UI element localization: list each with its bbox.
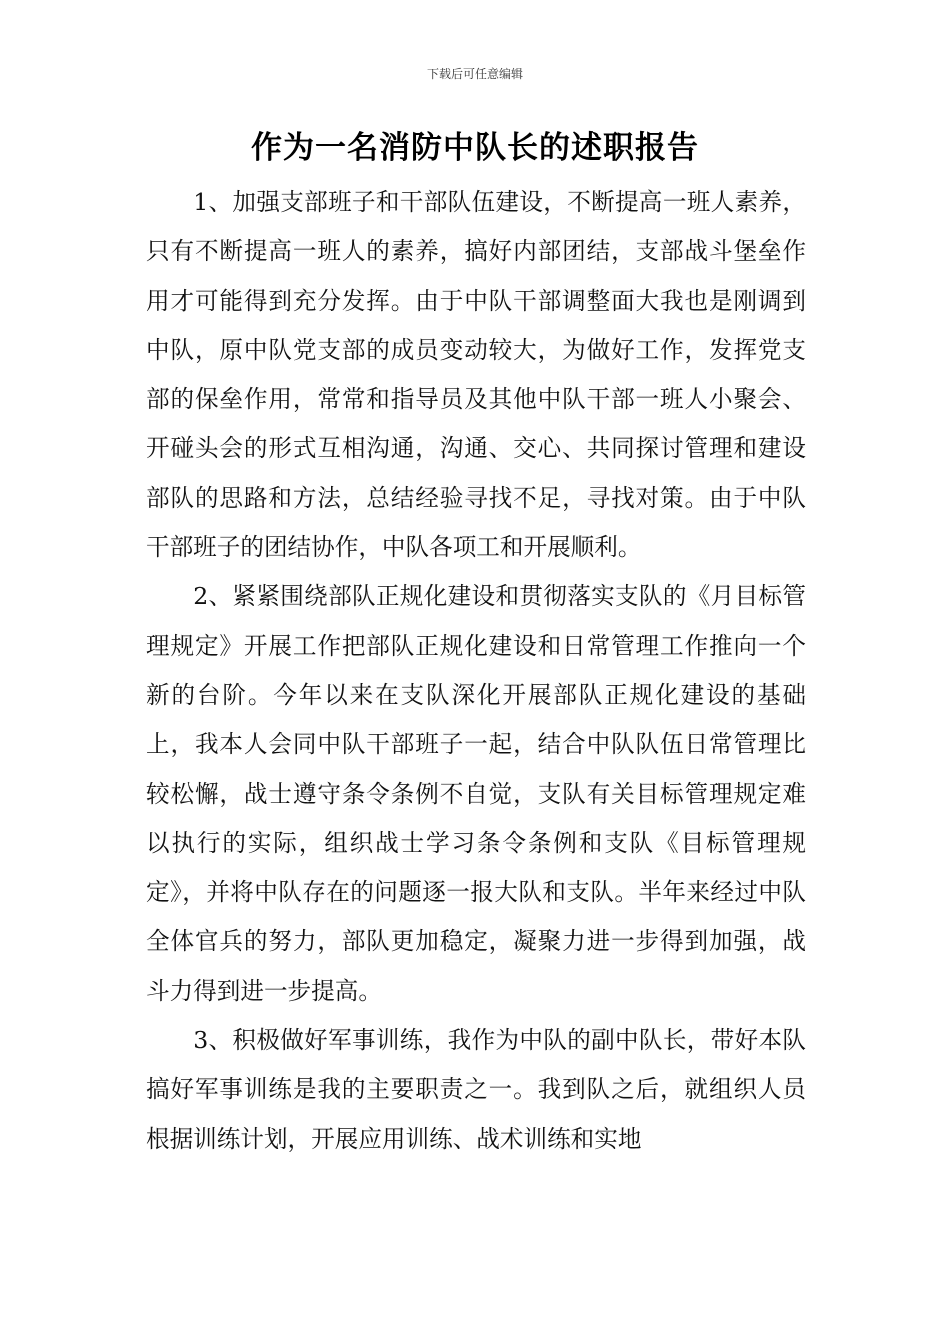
paragraph-1: 1、加强支部班子和干部队伍建设，不断提高一班人素养，只有不断提高一班人的素养，搞好内部团结，支部战斗堡垒作用才可能得到充分发挥。由于中队干部调整面大我也是刚调到中队，原中队党支部的成员变动较大，为做好工作，发挥党支部的保垒作用，常常和指导员及其他中队干部一班人小聚会、开碰头会的形式互相沟通，沟通、交心、共同探讨管理和建设部队的思路和方法，总结经验寻找不足，寻找对策。由于中队干部班子的团结协作，中队各项工和开展顺利。 bbox=[146, 188, 806, 562]
header-note: 下载后可任意编辑 bbox=[426, 67, 523, 81]
paragraph-2: 2、紧紧围绕部队正规化建设和贯彻落实支队的《月目标管理规定》开展工作把部队正规化建设和日常管理工作推向一个新的台阶。今年以来在支队深化开展部队正规化建设的基础上，我本人会同中队干部班子一起，结合中队队伍日常管理比较松懈，战士遵守条令条例不自觉，支队有关目标管理规定难以执行的实际，组织战士学习条令条例和支队《目标管理规定》，并将中队存在的问题逐一报大队和支队。半年来经过中队全体官兵的努力，部队更加稳定，凝聚力进一步得到加强，战斗力得到进一步提高。 bbox=[146, 582, 806, 1005]
paragraph-3: 3、积极做好军事训练，我作为中队的副中队长，带好本队搞好军事训练是我的主要职责之一。我到队之后，就组织人员根据训练计划，开展应用训练、战术训练和实地 bbox=[146, 1026, 806, 1153]
document-body bbox=[146, 178, 806, 1164]
document-title: 作为一名消防中队长的述职报告 bbox=[251, 130, 699, 166]
